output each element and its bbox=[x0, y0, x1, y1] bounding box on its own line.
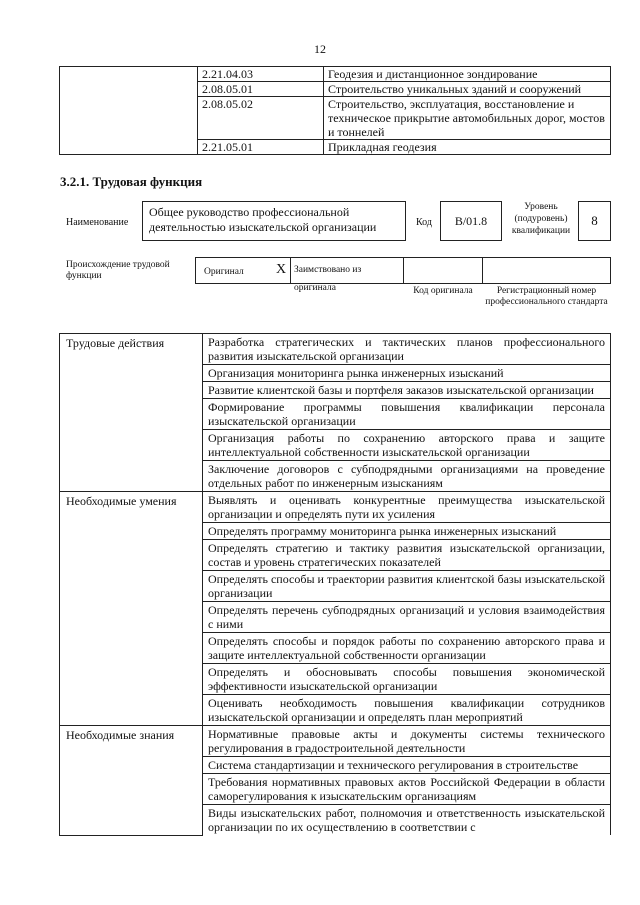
category-actions: Трудовые действия bbox=[60, 334, 203, 492]
page-number: 12 bbox=[314, 42, 326, 56]
name-label: Наименование bbox=[66, 217, 129, 228]
table-row bbox=[60, 492, 611, 523]
list-item: Оценивать необходимость повышения квалификации сотрудников изыскательской организации и определять план мероприятий bbox=[203, 695, 611, 726]
function-details-table bbox=[59, 333, 611, 836]
code-cell: 2.08.05.02 bbox=[198, 97, 324, 140]
borrowed-box bbox=[290, 257, 404, 293]
origin-label: Происхождение трудовой функции bbox=[66, 260, 170, 281]
reg-number-label: Регистрационный номер профессионального стандарта bbox=[485, 286, 608, 307]
list-item: Система стандартизации и технического регулирования в строительстве bbox=[203, 757, 611, 774]
name-cell: Геодезия и дистанционное зондирование bbox=[324, 67, 611, 82]
code-original-label: Код оригинала bbox=[413, 286, 473, 296]
category-skills: Необходимые умения bbox=[60, 492, 203, 726]
list-item: Требования нормативных правовых актов Российской Федерации в области саморегулирования к изыскательским организациям bbox=[203, 774, 611, 805]
list-item: Разработка стратегических и тактических планов профессионального развития изыскательской организации bbox=[203, 334, 611, 365]
category-knowledge: Необходимые знания bbox=[60, 726, 203, 836]
list-item: Виды изыскательских работ, полномочия и ответственность изыскательской организации по их осуществлению в соответствии с bbox=[203, 805, 611, 836]
original-mark: X bbox=[276, 262, 287, 277]
code-cell: 2.21.05.01 bbox=[198, 140, 324, 155]
table-row bbox=[60, 67, 611, 82]
name-cell: Прикладная геодезия bbox=[324, 140, 611, 155]
list-item: Определять перечень субподрядных организаций и условия взаимодействия с ними bbox=[203, 602, 611, 633]
list-item: Определять и обосновывать способы повышения экономической эффективности изыскательской организации bbox=[203, 664, 611, 695]
section-title: 3.2.1. Трудовая функция bbox=[60, 174, 203, 189]
reg-number-box bbox=[482, 257, 611, 284]
original-box bbox=[195, 257, 291, 284]
table-row bbox=[60, 334, 611, 365]
function-name-box: Общее руководство профессиональной деятельностью изыскательской организации bbox=[142, 201, 406, 241]
name-cell: Строительство, эксплуатация, восстановление и техническое прикрытие автомобильных дорог, мостов и тоннелей bbox=[324, 97, 611, 140]
function-code-box: B/01.8 bbox=[440, 201, 502, 241]
list-item: Формирование программы повышения квалификации персонала изыскательской организации bbox=[203, 399, 611, 430]
table-row bbox=[60, 726, 611, 757]
code-cell: 2.08.05.01 bbox=[198, 82, 324, 97]
name-cell: Строительство уникальных зданий и сооружений bbox=[324, 82, 611, 97]
list-item: Заключение договоров с субподрядными организациями на проведение отдельных работ по инженерным изысканиям bbox=[203, 461, 611, 492]
list-item: Определять способы и траектории развития клиентской базы изыскательской организации bbox=[203, 571, 611, 602]
list-item: Выявлять и оценивать конкурентные преимущества изыскательской организации и определять пути их усиления bbox=[203, 492, 611, 523]
list-item: Определять программу мониторинга рынка инженерных изысканий bbox=[203, 523, 611, 540]
list-item: Определять стратегию и тактику развития изыскательской организации, состав и уровень стратегических показателей bbox=[203, 540, 611, 571]
list-item: Развитие клиентской базы и портфеля заказов изыскательской организации bbox=[203, 382, 611, 399]
list-item: Организация работы по сохранению авторского права и защите интеллектуальной собственности изыскательской организации bbox=[203, 430, 611, 461]
level-value-box: 8 bbox=[578, 201, 611, 241]
code-cell: 2.21.04.03 bbox=[198, 67, 324, 82]
code-original-box bbox=[403, 257, 483, 284]
empty-cell bbox=[60, 67, 198, 155]
list-item: Определять способы и порядок работы по сохранению авторского права и защите интеллектуальной собственности организации bbox=[203, 633, 611, 664]
list-item: Организация мониторинга рынка инженерных изысканий bbox=[203, 365, 611, 382]
specialty-table bbox=[59, 66, 611, 155]
original-label: Оригинал bbox=[204, 267, 244, 277]
code-label: Код bbox=[416, 217, 432, 228]
borrowed-label: Заимствовано из оригинала bbox=[294, 265, 362, 293]
list-item: Нормативные правовые акты и документы системы технического регулирования в градостроительной деятельности bbox=[203, 726, 611, 757]
level-label: Уровень (подуровень) квалификации bbox=[511, 202, 571, 236]
